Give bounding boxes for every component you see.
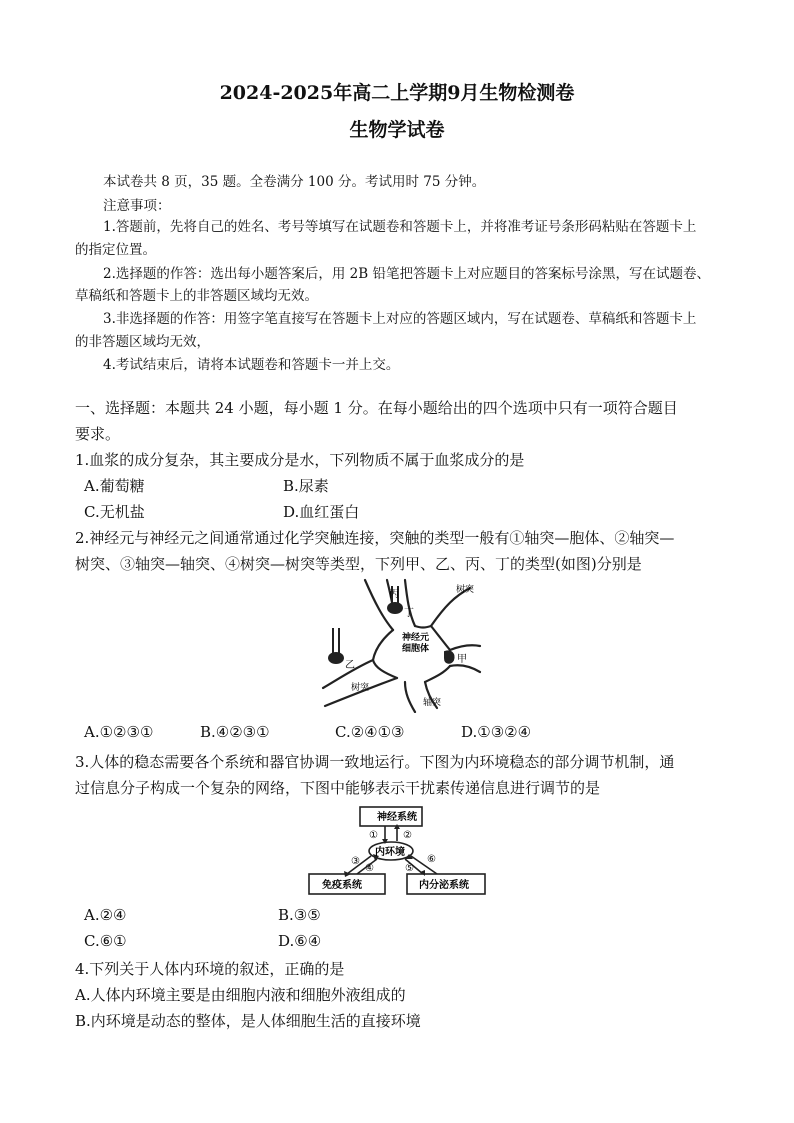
label-dendrite-bottom: 树突 [351, 683, 370, 693]
notice-item-4: 4.考试结束后，请将本试题卷和答题卡一并上交。 [103, 357, 400, 373]
question-2-option-a: A.①②③① [84, 723, 154, 741]
internal-environment-label: 内环境 [375, 847, 405, 858]
question-1-option-c: C.无机盐 [84, 503, 145, 521]
question-2-option-c: C.②④①③ [335, 723, 405, 741]
section-heading-line-1: 一、选择题：本题共 24 小题，每小题 1 分。在每小题给出的四个选项中只有一项符合题目 [75, 399, 678, 417]
question-2-stem-line-1: 2.神经元与神经元之间通常通过化学突触连接，突触的类型一般有①轴突—胞体、②轴突— [75, 529, 675, 547]
question-2-option-d: D.①③②④ [461, 723, 532, 741]
label-cell-body-line-2: 细胞体 [402, 644, 430, 654]
label-bing: 丙 [389, 589, 399, 600]
arrow-label-1: ① [369, 830, 378, 841]
question-2-stem-line-2: 树突、③轴突—轴突、④树突—树突等类型，下列甲、乙、丙、丁的类型(如图)分别是 [75, 555, 642, 573]
arrow-label-2: ② [403, 830, 412, 841]
immune-system-label: 免疫系统 [322, 880, 362, 891]
label-axon: 轴突 [423, 698, 442, 708]
question-1-option-a: A.葡萄糖 [84, 477, 145, 495]
page-subtitle: 生物学试卷 [349, 119, 445, 141]
notice-item-1-line-2: 的指定位置。 [75, 242, 156, 258]
question-3-stem-line-1: 3.人体的稳态需要各个系统和器官协调一致地运行。下图为内环境稳态的部分调节机制，通 [75, 753, 675, 771]
notice-item-3-line-1: 3.非选择题的作答：用签字笔直接写在答题卡上对应的答题区域内，写在试题卷、草稿纸和答题卡上 [103, 311, 697, 327]
notice-item-2-line-1: 2.选择题的作答：选出每小题答案后，用 2B 铅笔把答题卡上对应题目的答案标号涂黑，写在试题卷、 [103, 266, 710, 282]
notice-item-2-line-2: 草稿纸和答题卡上的非答题区域均无效。 [75, 288, 318, 304]
notice-item-1-line-1: 1.答题前，先将自己的姓名、考号等填写在试题卷和答题卡上，并将准考证号条形码粘贴在答题卡上 [103, 219, 697, 235]
label-jia: 甲 [457, 654, 467, 665]
homeostasis-diagram [305, 804, 490, 899]
question-4-option-a: A.人体内环境主要是由细胞内液和细胞外液组成的 [75, 986, 406, 1004]
notice-item-3-line-2: 的非答题区域均无效， [75, 334, 210, 350]
question-2-option-b: B.④②③① [200, 723, 270, 741]
question-4-stem: 4.下列关于人体内环境的叙述，正确的是 [75, 960, 345, 978]
page-title: 2024-2025年高二上学期9月生物检测卷 [219, 82, 575, 104]
arrow-label-3: ③ [351, 856, 360, 867]
endocrine-system-label: 内分泌系统 [419, 880, 469, 891]
nervous-system-label: 神经系统 [377, 812, 417, 823]
question-1-stem: 1.血浆的成分复杂，其主要成分是水，下列物质不属于血浆成分的是 [75, 451, 525, 469]
question-4-option-b: B.内环境是动态的整体，是人体细胞生活的直接环境 [75, 1012, 421, 1030]
section-heading-line-2: 要求。 [75, 425, 121, 443]
exam-intro: 本试卷共 8 页，35 题。全卷满分 100 分。考试用时 75 分钟。 [103, 174, 486, 190]
question-3-stem-line-2: 过信息分子构成一个复杂的网络，下图中能够表示干扰素传递信息进行调节的是 [75, 779, 601, 797]
question-3-option-c: C.⑥① [84, 932, 127, 950]
label-dendrite-top: 树突 [456, 585, 475, 595]
arrow-label-4: ④ [365, 863, 374, 874]
synapse-diagram [305, 578, 485, 713]
arrow-label-6: ⑥ [427, 854, 436, 865]
question-3-option-b: B.③⑤ [278, 906, 321, 924]
question-3-option-d: D.⑥④ [278, 932, 322, 950]
notice-heading: 注意事项： [103, 198, 171, 214]
label-yi: 乙 [345, 660, 355, 671]
question-3-option-a: A.②④ [84, 906, 127, 924]
arrow-label-5: ⑤ [405, 863, 414, 874]
question-1-option-b: B.尿素 [283, 477, 329, 495]
label-ding: 丁 [404, 608, 414, 619]
label-cell-body-line-1: 神经元 [402, 633, 430, 643]
question-1-option-d: D.血红蛋白 [283, 503, 360, 521]
